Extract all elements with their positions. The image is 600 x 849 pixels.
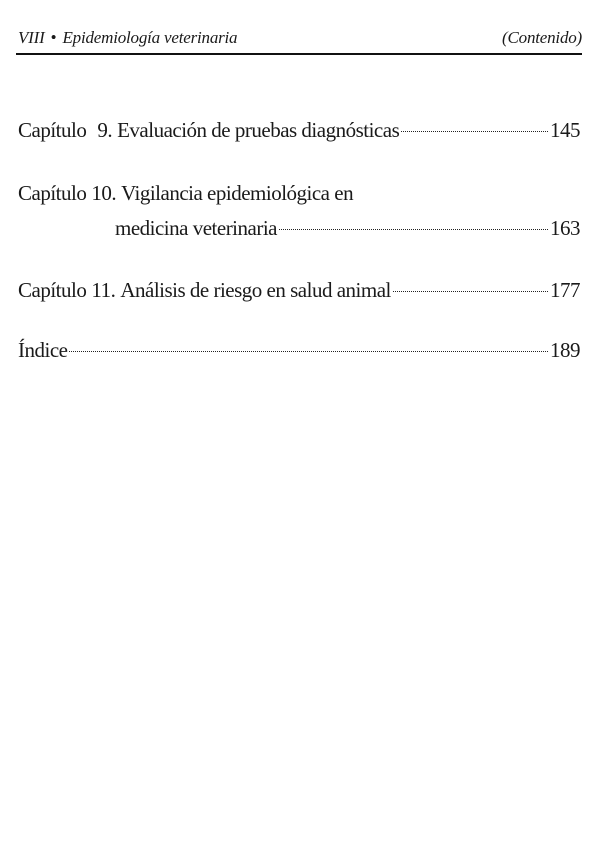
chapter-title-line-1: Vigilancia epidemiológica en [121, 181, 354, 205]
chapter-word: Capítulo [18, 118, 87, 142]
dot-leader [69, 351, 548, 352]
chapter-number: 11. [91, 278, 116, 302]
chapter-label-9 [18, 118, 112, 143]
page-number: 189 [550, 338, 580, 362]
folio: VIII [18, 28, 45, 47]
table-of-contents [18, 118, 580, 363]
section-title: (Contenido) [502, 28, 582, 47]
page-number: 145 [550, 118, 580, 142]
toc-entry-chapter-9[interactable] [18, 118, 580, 143]
chapter-label-11 [18, 278, 115, 303]
toc-entry-chapter-10[interactable] [18, 181, 580, 206]
toc-entry-chapter-11[interactable] [18, 278, 580, 303]
dot-leader [393, 291, 548, 292]
toc-entry-chapter-10-continued[interactable] [18, 216, 580, 241]
dot-leader [401, 131, 548, 132]
chapter-number: 10. [91, 181, 117, 205]
page-number: 177 [550, 278, 580, 302]
toc-entry-index[interactable] [18, 338, 580, 363]
dot-leader [279, 229, 548, 230]
chapter-word: Capítulo [18, 278, 87, 302]
running-head-left [18, 28, 237, 48]
running-head [18, 22, 582, 48]
page-number: 163 [550, 216, 580, 240]
chapter-title: Evaluación de pruebas diagnósticas [117, 118, 400, 142]
chapter-title-line-2: medicina veterinaria [115, 216, 277, 240]
header-rule [16, 53, 582, 55]
chapter-label-10 [18, 181, 116, 206]
chapter-number: 9. [97, 118, 113, 142]
chapter-title: Análisis de riesgo en salud animal [120, 278, 391, 302]
header-bullet: • [50, 28, 57, 47]
book-title: Epidemiología veterinaria [62, 28, 238, 47]
chapter-word: Capítulo [18, 181, 87, 205]
index-title: Índice [18, 338, 68, 362]
